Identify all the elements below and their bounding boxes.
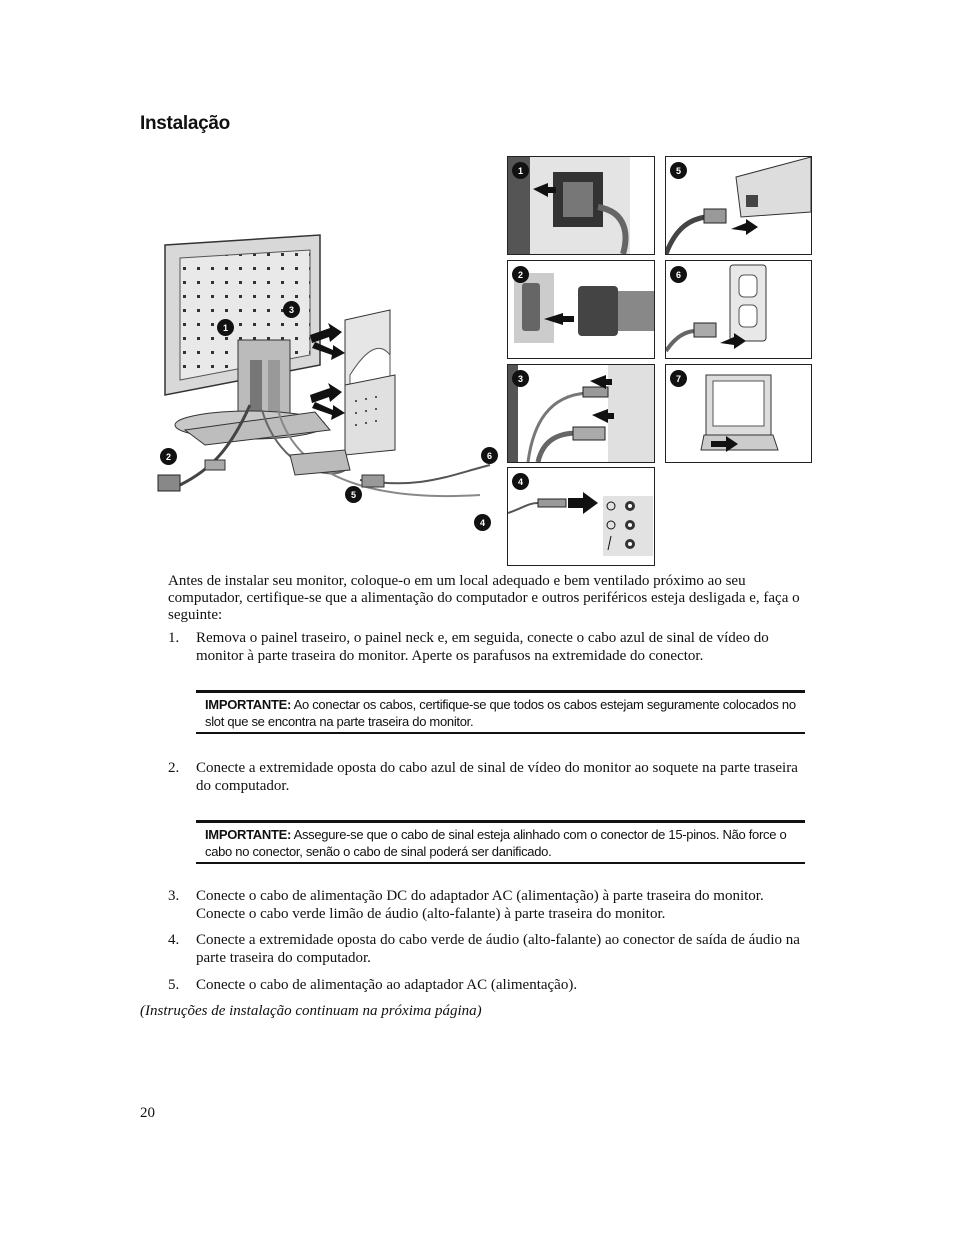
detail-panel-1 (507, 156, 655, 255)
intro-paragraph: Antes de instalar seu monitor, coloque-o em um local adequado e bem ventilado próximo ao seu computador, certifique-se que a alimentação do computador e outros periféricos esteja desligada e, faça o seguinte: (168, 573, 800, 623)
step-number: 5. (168, 977, 180, 993)
important-note-2 (196, 820, 805, 864)
callout-2: 2 (160, 448, 177, 465)
step-text: Conecte a extremidade oposta do cabo verde de áudio (alto-falante) ao conector de saída de áudio na parte traseira do computador. (196, 932, 800, 966)
detail-panel-5 (665, 156, 812, 255)
installation-illustration (150, 150, 825, 570)
callout-1: 1 (217, 319, 234, 336)
detail-panel-6 (665, 260, 812, 359)
detail-panel-3 (507, 364, 655, 463)
panel-callout-6: 6 (670, 266, 687, 283)
callout-5: 5 (345, 486, 362, 503)
panel-callout-1: 1 (512, 162, 529, 179)
detail-panel-2 (507, 260, 655, 359)
important-note-1 (196, 690, 805, 734)
step-text: Conecte a extremidade oposta do cabo azul de sinal de vídeo do monitor ao soquete na parte traseira do computador. (196, 760, 798, 794)
step-text: Remova o painel traseiro, o painel neck e, em seguida, conecte o cabo azul de sinal de vídeo do monitor à parte traseira do monitor. Aperte os parafusos na extremidade do conector. (196, 630, 769, 664)
detail-panel-4 (507, 467, 655, 566)
section-heading: Instalação (140, 113, 230, 134)
panel-callout-3: 3 (512, 370, 529, 387)
step-text: Conecte o cabo de alimentação DC do adaptador AC (alimentação) à parte traseira do monitor. Conecte o cabo verde limão de áudio (alto-falante) à parte traseira do monitor. (196, 888, 764, 922)
panel-callout-2: 2 (512, 266, 529, 283)
note-text: Assegure-se que o cabo de sinal esteja alinhado com o conector de 15-pinos. Não force o cabo no conector, senão o cabo de sinal poderá ser danificado. (205, 827, 787, 859)
callout-3: 3 (283, 301, 300, 318)
note-label: IMPORTANTE: (205, 697, 292, 712)
panel-callout-4: 4 (512, 473, 529, 490)
step-number: 1. (168, 630, 180, 646)
panel-callout-5: 5 (670, 162, 687, 179)
step-text: Conecte o cabo de alimentação ao adaptador AC (alimentação). (196, 977, 578, 993)
note-label: IMPORTANTE: (205, 827, 292, 842)
step-number: 4. (168, 932, 180, 948)
detail-panel-7 (665, 364, 812, 463)
callout-4: 4 (474, 514, 491, 531)
callout-6: 6 (481, 447, 498, 464)
step-number: 2. (168, 760, 180, 776)
page-number: 20 (140, 1105, 155, 1121)
panel-callout-7: 7 (670, 370, 687, 387)
continuation-note: (Instruções de instalação continuam na próxima página) (140, 1003, 482, 1019)
monitor-rear-drawing (150, 150, 510, 560)
note-text: Ao conectar os cabos, certifique-se que todos os cabos estejam seguramente colocados no slot que se encontra na parte traseira do monitor. (205, 697, 796, 729)
step-number: 3. (168, 888, 180, 904)
